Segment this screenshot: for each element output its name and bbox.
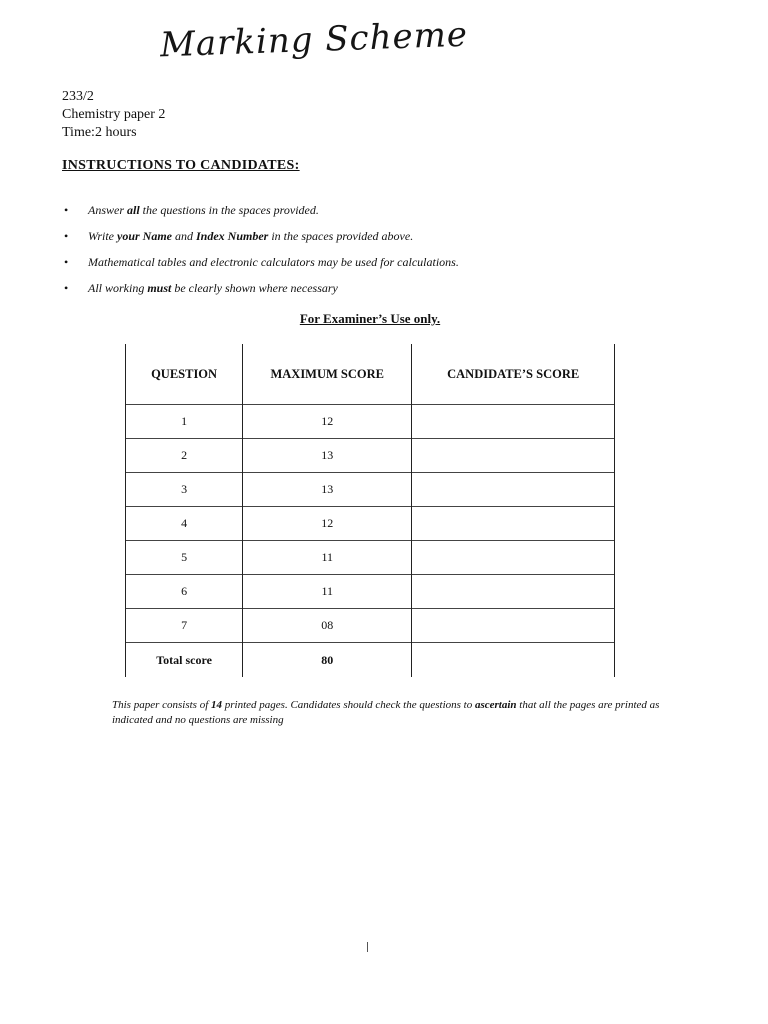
table-row <box>126 575 615 609</box>
instruction-text: and <box>172 229 196 243</box>
instruction-text: Write <box>88 229 117 243</box>
cell-question: 7 <box>126 609 243 643</box>
paper-header <box>62 88 165 142</box>
instruction-text: Mathematical tables and electronic calculators may be used for calculations. <box>88 255 459 269</box>
footer-text: that all the pages are printed as indicated and no questions are missing <box>112 699 660 726</box>
footer-text: printed pages. Candidates should check the questions to <box>222 699 475 711</box>
score-table <box>125 344 615 677</box>
table-row <box>126 541 615 575</box>
cell-candidate <box>412 439 615 473</box>
cell-max: 08 <box>243 609 412 643</box>
cell-question: 3 <box>126 473 243 507</box>
paper-time: Time:2 hours <box>62 125 137 140</box>
cell-candidate <box>412 405 615 439</box>
instruction-item <box>62 249 702 275</box>
paper-code: 233/2 <box>62 89 94 104</box>
cell-total-max: 80 <box>243 643 412 678</box>
cell-candidate <box>412 473 615 507</box>
instruction-emphasis: your Name <box>117 229 172 243</box>
scan-mark <box>367 942 368 952</box>
table-row <box>126 473 615 507</box>
cell-question: 4 <box>126 507 243 541</box>
table-header-row <box>126 344 615 405</box>
cell-max: 11 <box>243 575 412 609</box>
table-row <box>126 405 615 439</box>
table-row <box>126 439 615 473</box>
table-row <box>126 507 615 541</box>
instruction-text: Answer <box>88 203 127 217</box>
cell-candidate <box>412 609 615 643</box>
cell-total-candidate <box>412 643 615 678</box>
cell-question: 6 <box>126 575 243 609</box>
cell-max: 12 <box>243 405 412 439</box>
cell-candidate <box>412 541 615 575</box>
cell-max: 13 <box>243 439 412 473</box>
cell-max: 11 <box>243 541 412 575</box>
cell-candidate <box>412 507 615 541</box>
instruction-item <box>62 223 702 249</box>
table-row <box>126 609 615 643</box>
cell-candidate <box>412 575 615 609</box>
instruction-item <box>62 275 702 301</box>
instruction-text: in the spaces provided above. <box>268 229 414 243</box>
instructions-list <box>62 197 702 301</box>
table-total-row <box>126 643 615 678</box>
cell-total-label: Total score <box>126 643 243 678</box>
cell-question: 2 <box>126 439 243 473</box>
examiner-heading: For Examiner’s Use only. <box>299 311 441 326</box>
instruction-text: All working <box>88 281 148 295</box>
paper-subject: Chemistry paper 2 <box>62 107 166 122</box>
footer-emphasis: ascertain <box>474 699 517 711</box>
instruction-text: the questions in the spaces provided. <box>139 203 319 217</box>
instructions-heading: INSTRUCTIONS TO CANDIDATES: <box>62 158 300 173</box>
cell-max: 12 <box>243 507 412 541</box>
header-candidate-score: CANDIDATE’S SCORE <box>412 344 615 405</box>
instruction-text: be clearly shown where necessary <box>171 281 338 295</box>
instruction-emphasis: Index Number <box>196 229 269 243</box>
cell-question: 5 <box>126 541 243 575</box>
footer-emphasis: 14 <box>211 699 223 711</box>
footer-text: This paper consists of <box>112 699 212 711</box>
header-maximum-score: MAXIMUM SCORE <box>243 344 412 405</box>
cell-max: 13 <box>243 473 412 507</box>
instruction-emphasis: must <box>147 281 172 295</box>
cell-question: 1 <box>126 405 243 439</box>
handwritten-title: Marking Scheme <box>159 14 469 66</box>
header-question: QUESTION <box>126 344 243 405</box>
instruction-item <box>62 197 702 223</box>
footer-note <box>112 698 672 728</box>
instruction-emphasis: all <box>127 203 140 217</box>
